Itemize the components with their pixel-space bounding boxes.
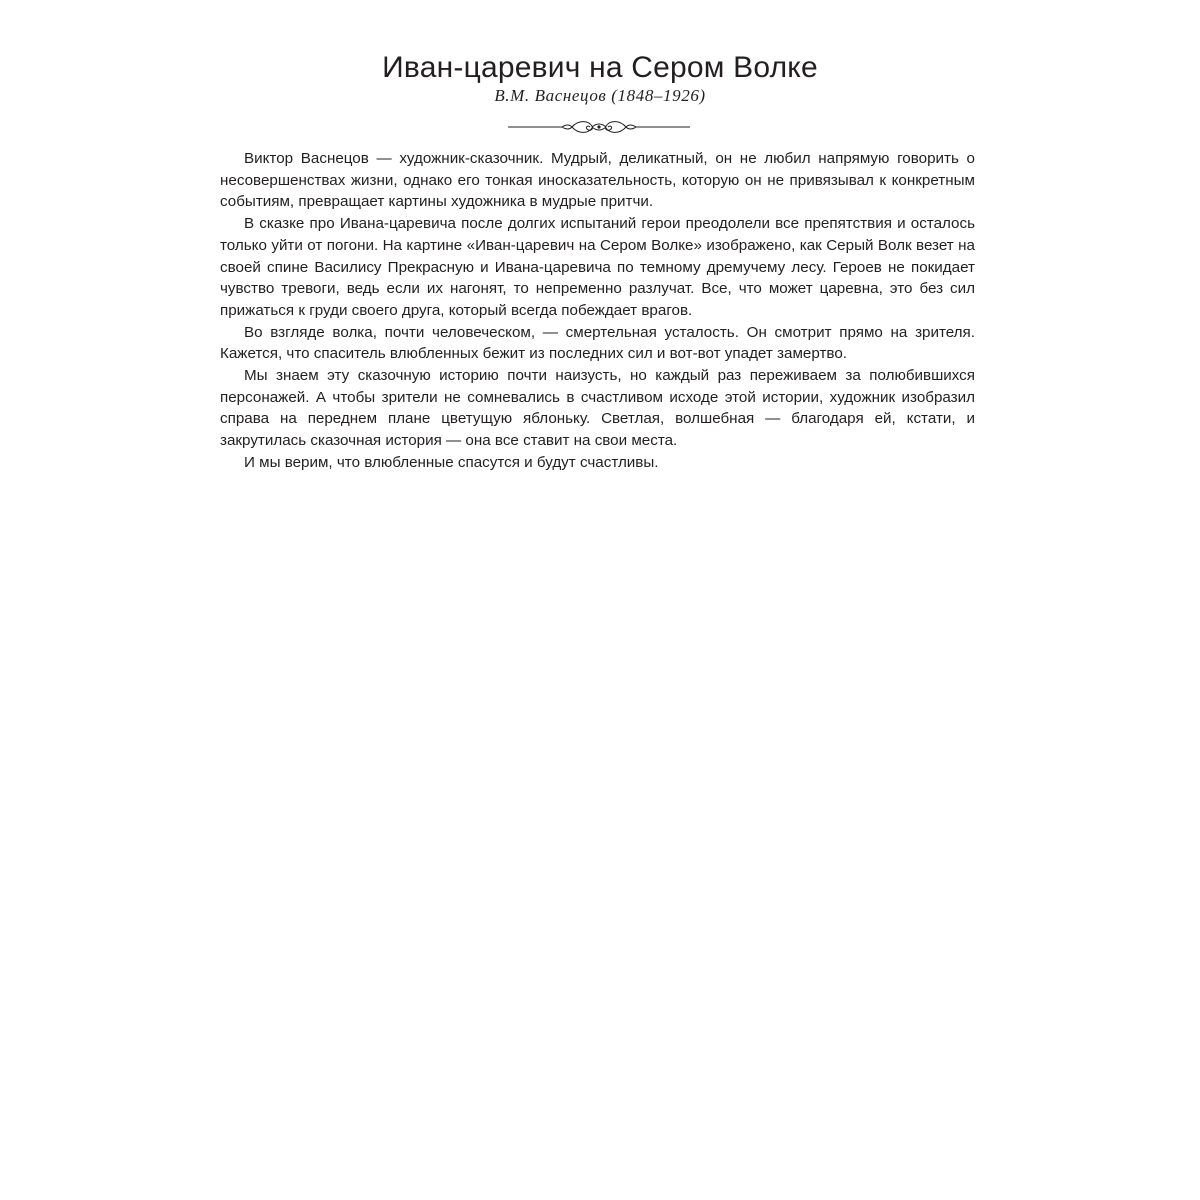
page-title: Иван-царевич на Сером Волке: [382, 51, 818, 84]
paragraph: Во взгляде волка, почти человеческом, — смертельная усталость. Он смотрит прямо на зрителя. Кажется, что спаситель влюбленных бежит из последних сил и вот-вот упадет замертво.: [220, 323, 975, 363]
article-body: [220, 148, 975, 474]
artist-subtitle: В.М. Васнецов (1848–1926): [494, 86, 706, 105]
paragraph: В сказке про Ивана-царевича после долгих испытаний герои преодолели все препятствия и осталось только уйти от погони. На картине «Иван-царевич на Сером Волке» изображено, как Серый Волк везет на своей спине Василису Прекрасную и Ивана-царевича по темному дремучему лесу. Героев не покидает чувство тревоги, ведь если их нагонят, то непременно разлучат. Все, что может царевна, это без сил прижаться к груди своего друга, который всегда побеждает врагов.: [220, 215, 975, 319]
decorative-divider-icon: [506, 118, 692, 136]
paragraph: Мы знаем эту сказочную историю почти наизусть, но каждый раз переживаем за полюбившихся персонажей. А чтобы зрители не сомневались в счастливом исходе этой истории, художник изобразил справа на переднем плане цветущую яблоньку. Светлая, волшебная — благодаря ей, кстати, и закрутилась сказочная история — она все ставит на свои места.: [220, 367, 975, 450]
paragraph: И мы верим, что влюбленные спасутся и будут счастливы.: [244, 453, 659, 471]
paragraph: Виктор Васнецов — художник-сказочник. Мудрый, деликатный, он не любил напрямую говорить о несовершенствах жизни, однако его тонкая иносказательность, которую он не привязывал к конкретным событиям, превращает картины художника в мудрые притчи.: [220, 150, 975, 211]
